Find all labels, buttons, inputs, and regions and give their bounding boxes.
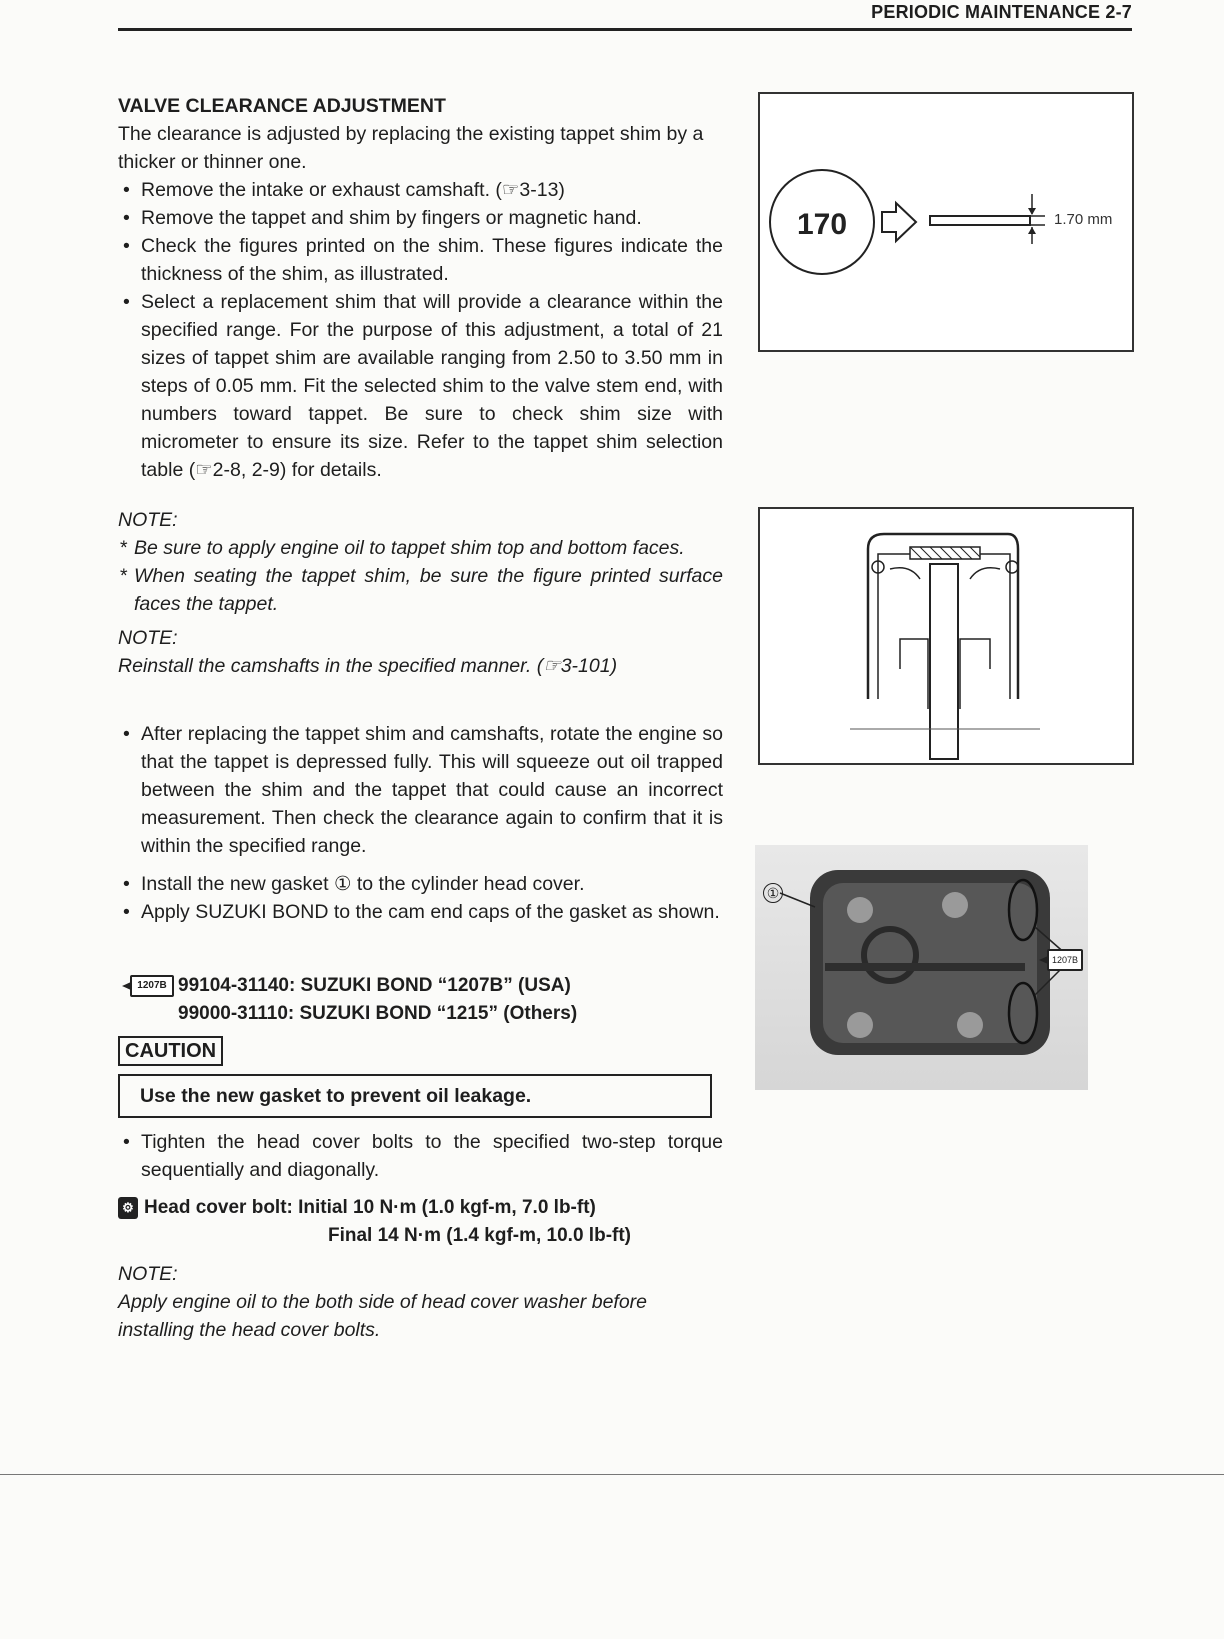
caution-block	[118, 1036, 723, 1118]
list-item: • Remove the tappet and shim by fingers or magnetic hand.	[118, 204, 723, 232]
head-cover-photo	[755, 845, 1088, 1090]
bond-line-1	[118, 972, 723, 1000]
page-header	[118, 0, 1132, 31]
shim-diagram	[760, 94, 1132, 350]
list-item: • Remove the intake or exhaust camshaft. (☞3-13)	[118, 176, 723, 204]
torque-wrench-icon: ⚙	[118, 1197, 138, 1219]
notes-block	[118, 506, 723, 680]
list-item: • Apply SUZUKI BOND to the cam end caps of the gasket as shown.	[118, 898, 723, 926]
shim-thickness-label: 1.70 mm	[1054, 211, 1113, 228]
callout-gasket-number: ①	[763, 883, 783, 903]
caution-box: Use the new gasket to prevent oil leakage.	[118, 1074, 712, 1118]
bottom-rule	[0, 1474, 1224, 1475]
procedure-list-3	[118, 870, 723, 926]
list-item: • Tighten the head cover bolts to the specified two-step torque sequentially and diagonally.	[118, 1128, 723, 1184]
shim-number-text: 170	[796, 208, 848, 241]
list-item: • Check the figures printed on the shim. These figures indicate the thickness of the shim, as illustrated.	[118, 232, 723, 288]
note-label: NOTE:	[118, 1263, 178, 1285]
shim-figure	[758, 92, 1134, 352]
torque-spec	[118, 1194, 723, 1250]
bond-spec	[118, 972, 723, 1028]
note-label: NOTE:	[118, 509, 178, 531]
list-item: • Install the new gasket ① to the cylinder head cover.	[118, 870, 723, 898]
intro-paragraph: The clearance is adjusted by replacing the existing tappet shim by a thicker or thinner one.	[118, 123, 704, 173]
arrow-right-icon	[882, 203, 916, 241]
procedure-list-1	[118, 176, 723, 484]
tappet-diagram	[760, 509, 1132, 763]
list-item: * When seating the tappet shim, be sure the figure printed surface faces the tappet.	[118, 562, 723, 618]
note-text: Reinstall the camshafts in the specified manner. (☞3-101)	[118, 655, 618, 677]
section-heading: VALVE CLEARANCE ADJUSTMENT	[118, 95, 446, 117]
torque-line-1	[118, 1194, 723, 1222]
tighten-block	[118, 1128, 723, 1184]
section-valve-clearance	[118, 92, 723, 484]
gasket-block	[118, 870, 723, 926]
bond-line-text: 99104-31140: SUZUKI BOND “1207B” (USA)	[178, 975, 571, 996]
tappet-figure	[758, 507, 1134, 765]
torque-line-text: Head cover bolt: Initial 10 N·m (1.0 kgf-m, 7.0 lb-ft)	[144, 1197, 596, 1218]
list-item: • Select a replacement shim that will provide a clearance within the specified range. For the purpose of this adjustment, a total of 21 sizes of tappet shim are available ranging from 2.50 to 3.50 mm in steps of 0.05 mm. Fit the selected shim to the valve stem end, with numbers toward tappet. Be sure to check shim size with micrometer to ensure its size. Refer to the tappet shim selection table (☞2-8, 2-9) for details.	[118, 288, 723, 484]
procedure-list-4	[118, 1128, 723, 1184]
note-text: Apply engine oil to the both side of head cover washer before installing the head cover bolts.	[118, 1291, 648, 1341]
torque-line-2: Final 14 N·m (1.4 kgf-m, 10.0 lb-ft)	[328, 1225, 631, 1246]
page-header-title: PERIODIC MAINTENANCE 2-7	[871, 2, 1132, 22]
bond-line-2: 99000-31110: SUZUKI BOND “1215” (Others)	[178, 1003, 578, 1024]
caution-label: CAUTION	[118, 1036, 223, 1066]
head-cover-illustration	[755, 845, 1088, 1090]
note-label: NOTE:	[118, 627, 178, 649]
list-item: * Be sure to apply engine oil to tappet shim top and bottom faces.	[118, 534, 723, 562]
procedure-block-2	[118, 720, 723, 860]
note-list	[118, 534, 723, 618]
note-block-3	[118, 1260, 723, 1344]
list-item: • After replacing the tappet shim and camshafts, rotate the engine so that the tappet is depressed fully. This will squeeze out oil trapped between the shim and the tappet that could cause an incorrect measurement. Then check the clearance again to confirm that it is within the specified range.	[118, 720, 723, 860]
bond-icon: 1207B	[1047, 949, 1083, 971]
procedure-list-2	[118, 720, 723, 860]
bond-icon: 1207B	[130, 975, 174, 997]
